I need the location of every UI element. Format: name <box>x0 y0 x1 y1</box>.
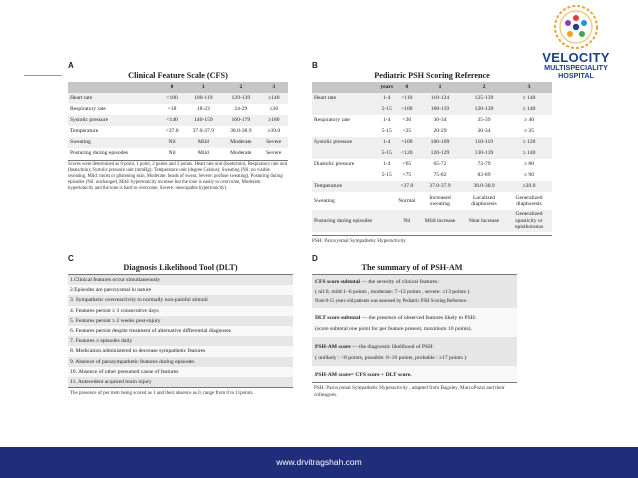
table-cell: ≥ 35 <box>523 128 535 135</box>
table-cell: 120-139 <box>474 106 494 113</box>
row-label <box>312 126 378 137</box>
psh-am-block <box>312 337 517 366</box>
summary-line: Note:0-15 years old patients was assessed by Pediatric PSH Scoring Reference . <box>315 299 469 304</box>
logo-name: VELOCITY <box>542 50 610 65</box>
panel-c-title: Diagnosis Likelihood Tool (DLT) <box>123 263 238 272</box>
table-cell: Severe <box>266 139 282 146</box>
list-item: 3. Sympathetic overreactivity to normally non-painful stimuli <box>68 295 293 305</box>
table-row <box>68 148 288 159</box>
table-cell: 110-119 <box>474 139 494 146</box>
row-label: Sweating <box>70 139 91 146</box>
table-cell: 160-179 <box>231 117 251 124</box>
table-cell: Nil <box>168 150 176 157</box>
table-cell <box>378 192 396 210</box>
table-row <box>68 104 288 115</box>
summary-line <box>315 342 514 352</box>
table-row <box>68 93 288 104</box>
table-cell: <18 <box>167 106 177 113</box>
row-label: Posturing during episodes <box>314 217 373 224</box>
cfs-block <box>312 275 517 308</box>
summary-line <box>315 313 514 323</box>
psh-note: PSH: Paroxysmal Sympathetic Hyperactivity <box>312 235 552 245</box>
table-cell: <120 <box>401 150 413 157</box>
summary-line: ( unlikely : <8 points, possible: 8–16 points, probable : ≥17 points ). <box>315 355 468 361</box>
list-item: 1.Clinical features occur simultaneously <box>68 275 293 285</box>
table-row <box>68 115 288 126</box>
table-cell: <100 <box>166 95 178 102</box>
table-cell: ≥39.0 <box>267 128 281 135</box>
table-cell: Neat increase <box>468 217 500 224</box>
header-cell: 3 <box>527 84 531 91</box>
table-cell: ≥30 <box>269 106 279 113</box>
table-cell: Localized diaphoresis <box>471 194 497 207</box>
table-cell: Moderate <box>230 150 252 157</box>
footer-bar <box>0 447 638 478</box>
table-cell: <30 <box>402 117 412 124</box>
header-cell: 2 <box>482 84 486 91</box>
row-label: Heart rate <box>70 95 93 102</box>
table-cell: Nil <box>403 217 411 224</box>
table-cell: 5-15 <box>381 150 392 157</box>
list-item: 5. Features persist ≥ 2 weeks post-injury <box>68 316 293 326</box>
row-label: Posturing during episodes <box>70 150 129 157</box>
table-cell: 100-109 <box>430 139 450 146</box>
table-row <box>312 192 552 210</box>
table-cell: 5-15 <box>381 128 392 135</box>
table-cell: <140 <box>166 117 178 124</box>
panel-d-label: D <box>312 254 318 263</box>
table-cell: 1-4 <box>383 95 391 102</box>
table-row <box>312 137 552 148</box>
table-cell: ≥ 140 <box>522 106 536 113</box>
table-row <box>312 115 552 126</box>
table-cell: <75 <box>402 172 412 179</box>
table-header-row <box>312 82 552 93</box>
psh-am-summary <box>312 274 517 400</box>
table-row <box>312 126 552 137</box>
table-row <box>68 126 288 137</box>
table-row <box>312 148 552 159</box>
table-cell: Mild <box>197 139 209 146</box>
table-cell: ≥ 140 <box>522 95 536 102</box>
table-cell: ≥ 80 <box>523 161 535 168</box>
header-cell: 0 <box>170 84 174 91</box>
table-cell: ≥ 140 <box>522 150 536 157</box>
table-cell: ≥39.0 <box>522 183 536 190</box>
table-cell: 100-119 <box>194 95 213 102</box>
table-cell: 1-4 <box>383 117 391 124</box>
panel-a-title: Clinical Feature Scale (CFS) <box>128 71 228 80</box>
table-cell: 129-139 <box>231 95 251 102</box>
table-cell: 37.0-37.9 <box>429 183 451 190</box>
table-cell: Severe <box>266 150 282 157</box>
table-cell: <37.0 <box>165 128 179 135</box>
table-cell: Normal <box>398 197 416 204</box>
table-row <box>312 104 552 115</box>
header-cell: 3 <box>272 84 276 91</box>
list-item: 7. Features ≥ episodes daily <box>68 336 293 346</box>
row-label <box>312 104 378 115</box>
summary-line: (score subtotal one point for per feature present, maximum 10 points). <box>315 326 472 332</box>
table-cell: Generalized spasticity or opisthotonus <box>514 211 544 231</box>
header-cell <box>68 82 160 93</box>
table-row <box>68 137 288 148</box>
table-row <box>312 210 552 232</box>
top-rule <box>24 75 62 76</box>
table-cell: 110-124 <box>430 95 450 102</box>
panel-b-label: B <box>312 61 318 70</box>
header-cell: 1 <box>438 84 442 91</box>
row-label: Systolic pressure <box>70 117 109 124</box>
row-label: Temperature <box>314 183 343 190</box>
table-cell: 65-72 <box>433 161 447 168</box>
list-item: 8. Medication administered to decrease sympathetic features <box>68 346 293 356</box>
table-cell: 120-129 <box>430 150 450 157</box>
list-item: 9. Absence of parasympathetic features during episodes <box>68 357 293 367</box>
table-cell: Nil <box>168 139 176 146</box>
table-cell: <110 <box>401 95 413 102</box>
summary-line: ( nil:0, mild:1–6 points , moderate: 7–12 points , severe: ≥13 points ). <box>315 289 471 295</box>
list-item: 11. Antecedent acquired brain injury <box>68 377 293 387</box>
row-label: Systolic pressure <box>314 139 353 146</box>
table-cell: Moderate <box>230 139 252 146</box>
summary-term: CFS score subtotal <box>315 279 360 285</box>
summary-formula: PSH-AM score= CFS score + DLT score. <box>315 372 412 378</box>
pediatric-psh-table <box>312 82 552 232</box>
table-cell: <25 <box>402 128 412 135</box>
logo-line3: HOSPITAL <box>558 71 594 80</box>
table-cell: ≥ 90 <box>523 172 535 179</box>
row-label: Sweating <box>314 197 335 204</box>
table-cell: 1-4 <box>383 161 391 168</box>
table-cell: 140-159 <box>193 117 213 124</box>
table-cell: Mild <box>197 150 209 157</box>
table-cell: 130-139 <box>474 150 494 157</box>
header-cell <box>312 82 378 93</box>
table-cell: 38.0-38.9 <box>473 183 495 190</box>
table-cell: 18-23 <box>196 106 210 113</box>
list-item: 2.Episodes are paroxysmal in nature <box>68 285 293 295</box>
summary-term: PSH-AM score <box>315 344 351 350</box>
header-cell: 0 <box>405 84 409 91</box>
table-cell: <65 <box>402 161 412 168</box>
table-cell: 5-15 <box>381 172 392 179</box>
cfs-note: Scores were determined as 0 point, 1 point, 2 points and 3 points. Heart rate unit (beats/min), Respiratory rate unit (beats/min); Systolic pressure unit (mmHg); Temperature unit (degree Celsius); Sweating (Nil: no visible sweating, Mild: moist or glistening skin, Moderate: beads of sweat, Severe: profuse sweating), Posturing during episodes (Nil: unchanged, Mild: hypertonicity increase but the tone is easily to overcome, Moderate: hypertonicity and the tone is hard to overcome, Severe: inescapable hypertonicity). <box>68 162 288 191</box>
table-cell: 20-29 <box>433 128 447 135</box>
table-cell: Increased sweating <box>429 194 451 207</box>
list-item: 6. Features persist despite treatment of alternative differential diagnoses <box>68 326 293 336</box>
table-cell: 5-15 <box>381 106 392 113</box>
cfs-table <box>68 82 288 159</box>
table-cell: ≥140 <box>268 95 280 102</box>
table-cell: 73-79 <box>477 161 491 168</box>
header-cell: 2 <box>239 84 243 91</box>
table-cell: 37.0-37.9 <box>192 128 215 135</box>
row-label: Heart rate <box>314 95 337 102</box>
summary-line <box>315 277 514 287</box>
table-row <box>312 170 552 181</box>
row-label <box>312 170 378 181</box>
table-cell: 38.0-38.9 <box>230 128 252 135</box>
table-cell: 100-119 <box>430 106 450 113</box>
summary-text: — the severity of clinical features: <box>359 279 439 285</box>
table-cell: Mild increase <box>424 217 456 224</box>
summary-text: — the diagnostic likelihood of PSH: <box>350 344 434 350</box>
header-cell: years <box>380 84 394 91</box>
summary-note: PSH: Paroxysmal Sympathetic Hyperactivity , adapted from Baguley, MarcoPozzi and their colleagues. <box>312 382 517 400</box>
panel-b-title: Pediatric PSH Scoring Reference <box>374 71 490 80</box>
table-cell: ≥180 <box>268 117 280 124</box>
header-cell: 1 <box>201 84 205 91</box>
table-cell: 35-39 <box>477 117 491 124</box>
logo-line2: MULTISPECIALITY <box>544 63 608 72</box>
logo-emblem-icon <box>551 4 601 50</box>
summary-term: DLT score subtotal <box>315 315 361 321</box>
table-cell: Generalized diaphoresis <box>515 194 543 207</box>
row-label: Temperature <box>70 128 99 135</box>
list-item: 10. Absence of other presumed cause of features <box>68 367 293 377</box>
table-row <box>312 159 552 170</box>
panel-d-title: The summary of of PSH-AM <box>361 263 463 272</box>
panel-a <box>68 82 288 192</box>
table-row <box>312 93 552 104</box>
table-cell: 1-4 <box>383 139 391 146</box>
dlt-note: The presence of per item being scored as 1 and their absence as 0, range from 0 to 11points. <box>68 387 293 400</box>
row-label: Respiratory rate <box>70 106 106 113</box>
table-cell: <37.0 <box>400 183 414 190</box>
table-cell <box>378 210 396 232</box>
table-cell: ≥ 120 <box>522 139 536 146</box>
panel-c-label: C <box>68 254 74 263</box>
table-cell: 75-82 <box>433 172 447 179</box>
dlt-list <box>68 274 293 400</box>
summary-text: — the presence of observed features likely to PSH: <box>360 315 477 321</box>
table-cell: 24-29 <box>234 106 248 113</box>
table-cell: 125-139 <box>474 95 494 102</box>
row-label: Respiratory rate <box>314 117 350 124</box>
dlt-block <box>312 308 517 337</box>
panel-a-label: A <box>68 61 74 70</box>
table-cell: <100 <box>401 139 413 146</box>
table-cell: ≥ 40 <box>523 117 535 124</box>
table-cell <box>378 181 396 192</box>
list-item: 4. Features persist ≥ 3 consecutive days <box>68 306 293 316</box>
table-row <box>312 181 552 192</box>
row-label <box>312 148 378 159</box>
row-label: Diastolic pressure <box>314 161 355 168</box>
formula-block <box>312 366 517 382</box>
table-cell: 30-34 <box>477 128 491 135</box>
table-cell: 30-34 <box>433 117 447 124</box>
footer-url[interactable]: www.drvitragshah.com <box>276 457 362 467</box>
table-cell: <100 <box>401 106 413 113</box>
panel-b <box>312 82 552 245</box>
table-header-row <box>68 82 288 93</box>
table-cell: 83-89 <box>477 172 491 179</box>
